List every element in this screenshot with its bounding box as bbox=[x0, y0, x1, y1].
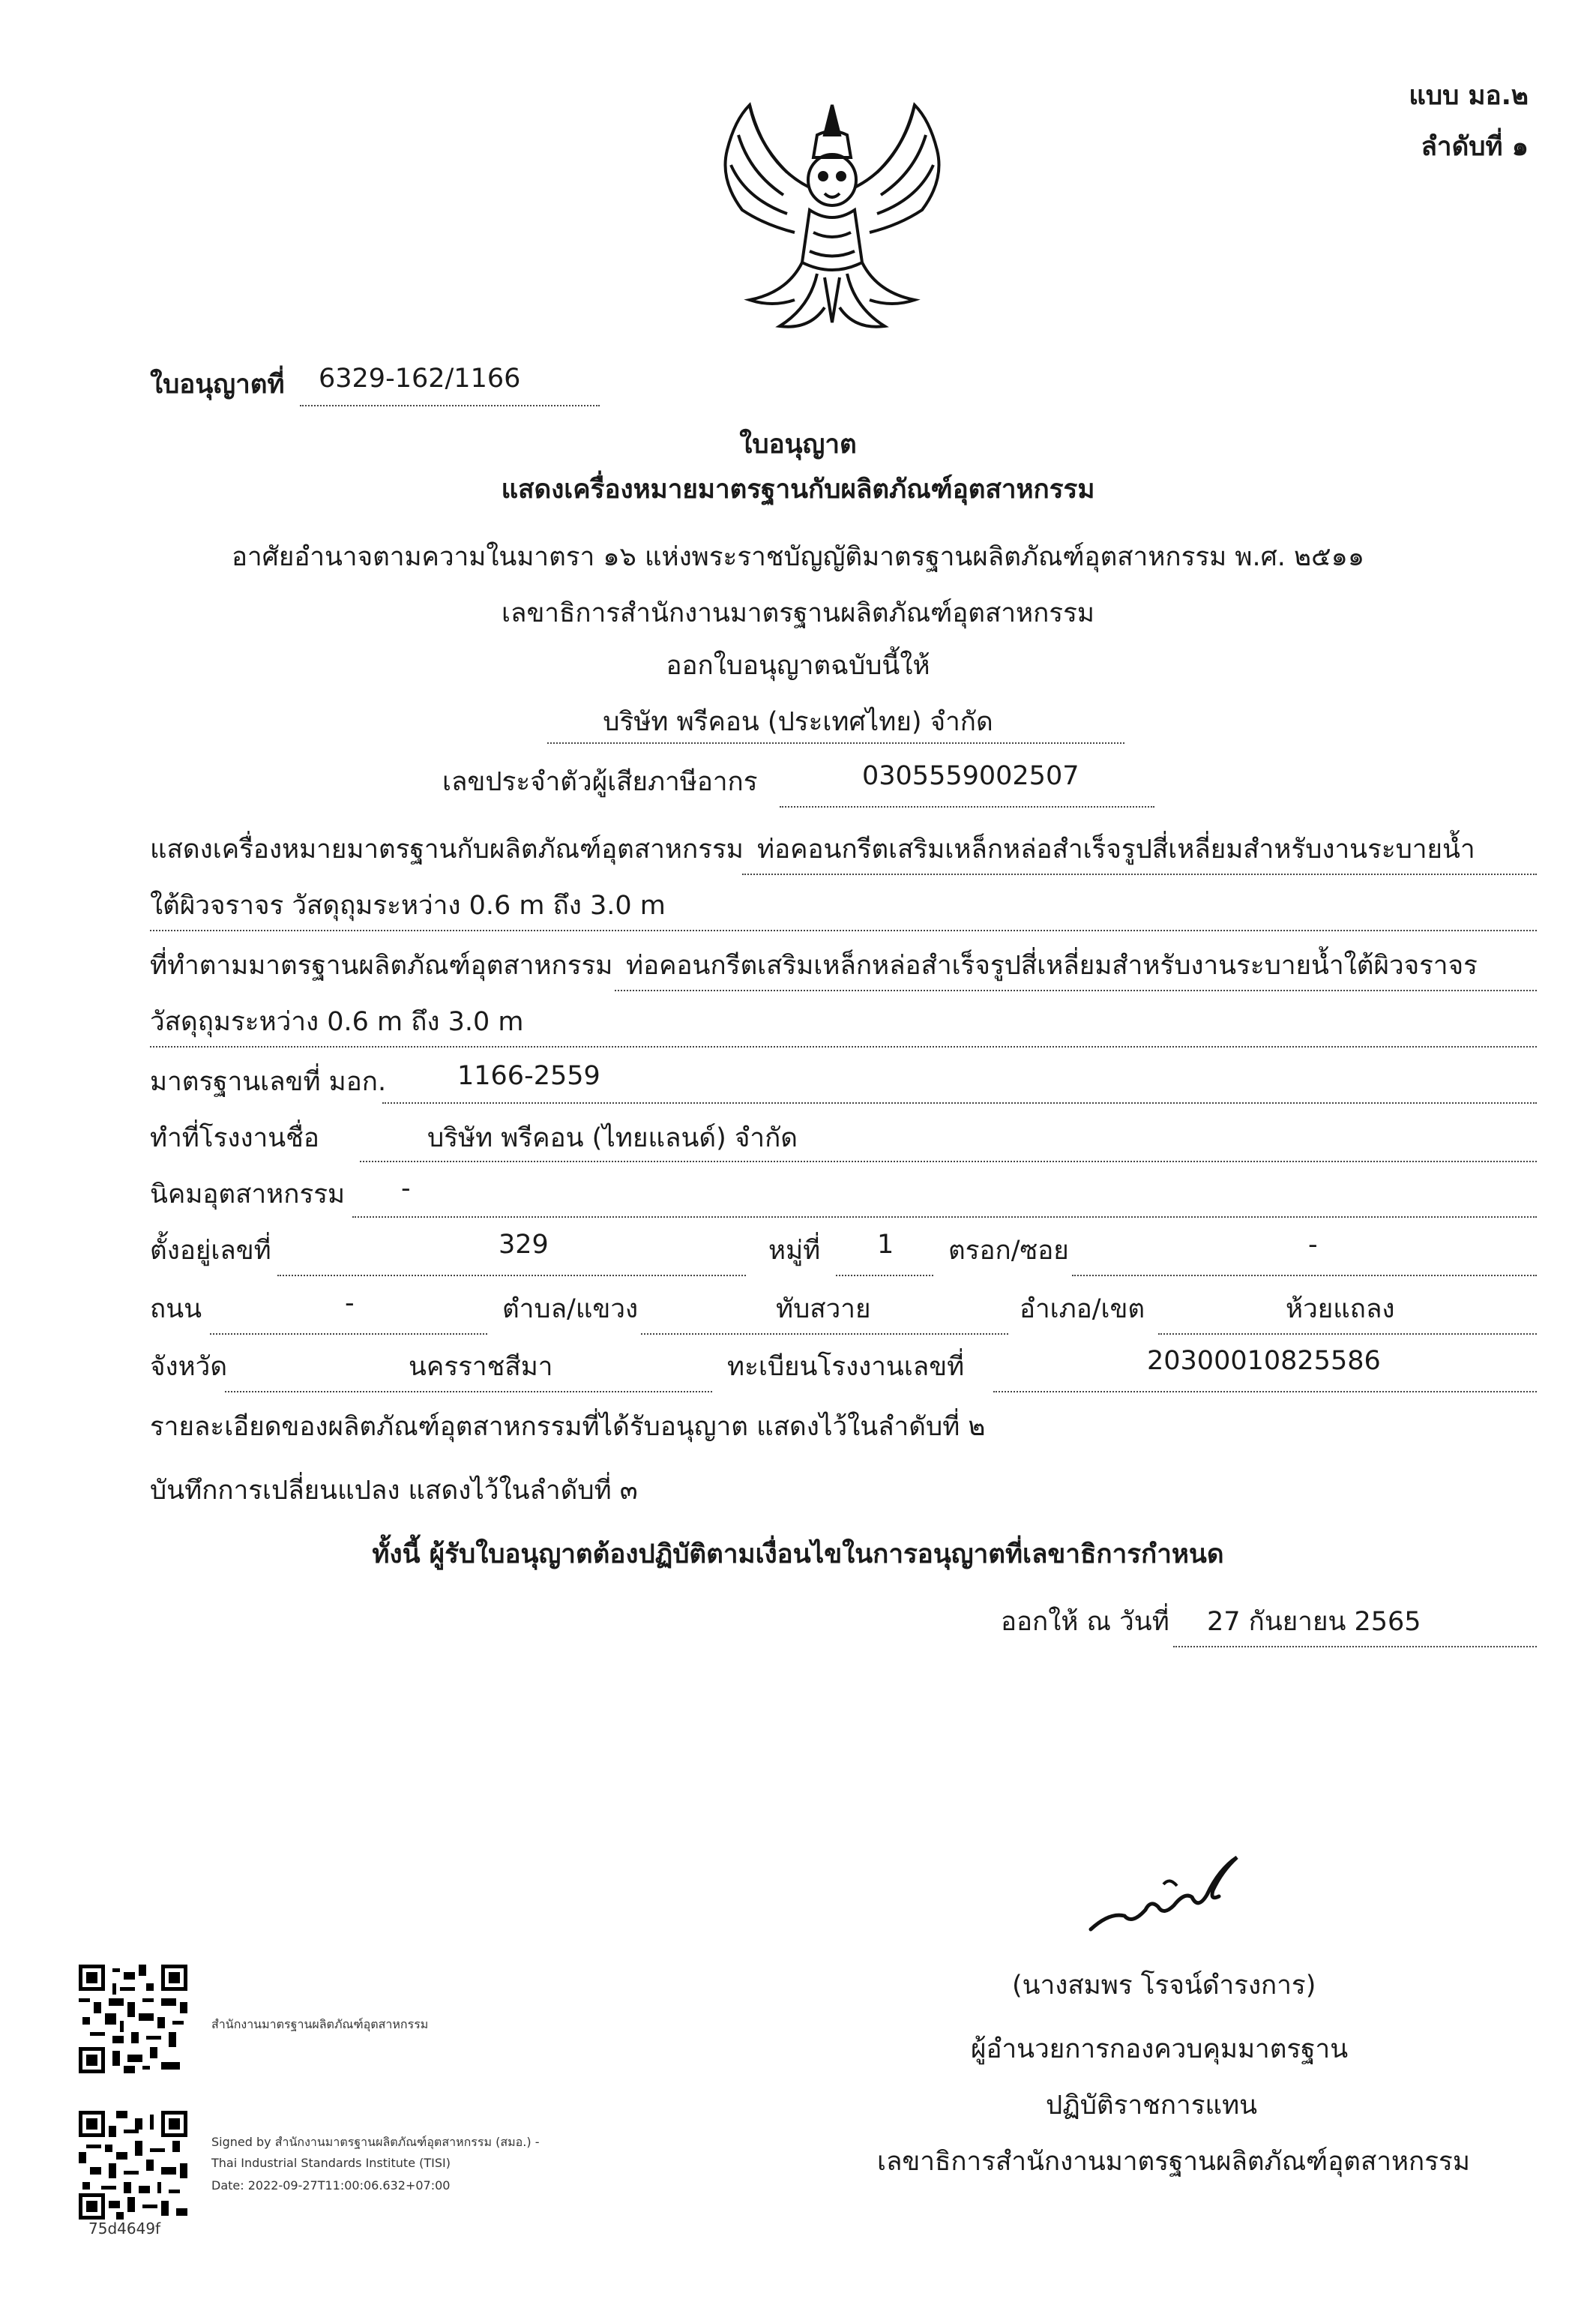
doc-title: ใบอนุญาต bbox=[739, 430, 857, 460]
mark-product-label: แสดงเครื่องหมายมาตรฐานกับผลิตภัณฑ์อุตสาหกรรม bbox=[150, 835, 744, 865]
soi-label: ตรอก/ซอย bbox=[948, 1236, 1069, 1266]
signature bbox=[1079, 1841, 1252, 1942]
signatory-name: (นางสมพร โรจน์ดำรงการ) bbox=[1012, 1971, 1316, 2001]
signatory-position1: ผู้อำนวยการกองควบคุมมาตรฐาน bbox=[971, 2034, 1349, 2064]
amphoe-label: อำเภอ/เขต bbox=[1020, 1294, 1145, 1324]
condition-note: ทั้งนี้ ผู้รับใบอนุญาตต้องปฏิบัติตามเงื่อนไขในการอนุญาตที่เลขาธิการกำหนด bbox=[372, 1539, 1224, 1569]
issued-label: ออกให้ ณ วันที่ bbox=[1001, 1607, 1169, 1637]
qr-code-signature[interactable] bbox=[79, 2111, 187, 2220]
estate-value: - bbox=[401, 1173, 411, 1203]
footer-date: Date: 2022-09-27T11:00:06.632+07:00 bbox=[211, 2178, 451, 2193]
issued-dotline bbox=[1173, 1646, 1537, 1647]
signatory-position2: ปฏิบัติราชการแทน bbox=[1046, 2091, 1258, 2121]
grant-line: ออกใบอนุญาตฉบับนี้ให้ bbox=[666, 651, 930, 681]
mark-product-dotline1 bbox=[742, 874, 1537, 875]
change-note: บันทึกการเปลี่ยนแปลง แสดงไว้ในลำดับที่ ๓ bbox=[150, 1476, 638, 1506]
soi-value: - bbox=[1308, 1230, 1318, 1260]
license-no-label: ใบอนุญาตที่ bbox=[150, 370, 285, 400]
factory-value: บริษัท พรีคอน (ไทยแลนด์) จำกัด bbox=[427, 1123, 798, 1153]
road-value: - bbox=[345, 1288, 355, 1318]
estate-dotline bbox=[352, 1216, 1537, 1218]
detail-note: รายละเอียดของผลิตภัณฑ์อุตสาหกรรมที่ได้รับอนุญาต แสดงไว้ในลำดับที่ ๒ bbox=[150, 1412, 986, 1442]
mark-product-dotline2 bbox=[150, 930, 1537, 931]
tambon-dotline bbox=[641, 1333, 1008, 1335]
qr-code-icon bbox=[79, 2111, 187, 2220]
reg-label: ทะเบียนโรงงานเลขที่ bbox=[727, 1352, 965, 1382]
licensee-name: บริษัท พรีคอน (ประเทศไทย) จำกัด bbox=[603, 707, 993, 737]
authority-line: อาศัยอำนาจตามความในมาตรา ๑๖ แห่งพระราชบัญญัติมาตรฐานผลิตภัณฑ์อุตสาหกรรม พ.ศ. ๒๕๑๑ bbox=[231, 542, 1365, 572]
footer-code: 75d4649f bbox=[88, 2220, 161, 2238]
moo-label: หมู่ที่ bbox=[768, 1236, 821, 1266]
province-label: จังหวัด bbox=[150, 1352, 228, 1382]
road-label: ถนน bbox=[150, 1294, 202, 1324]
amphoe-dotline bbox=[1158, 1333, 1537, 1335]
standard-product-dotline1 bbox=[615, 990, 1537, 991]
footer-signed-by: Signed by สำนักงานมาตรฐานผลิตภัณฑ์อุตสาหกรรม (สมอ.) - bbox=[211, 2135, 540, 2149]
standard-product-dotline2 bbox=[150, 1046, 1537, 1048]
garuda-emblem bbox=[705, 75, 960, 345]
tax-id-label: เลขประจำตัวผู้เสียภาษีอากร bbox=[442, 767, 758, 797]
tax-id-dotline bbox=[780, 806, 1154, 808]
reg-value: 20300010825586 bbox=[1147, 1346, 1381, 1376]
license-no-dotline bbox=[300, 405, 600, 406]
standard-no-label: มาตรฐานเลขที่ มอก. bbox=[150, 1067, 387, 1097]
form-code: แบบ มอ.๒ bbox=[1409, 81, 1529, 111]
garuda-icon bbox=[705, 75, 960, 345]
address-no-value: 329 bbox=[499, 1230, 549, 1260]
footer-office-text: สำนักงานมาตรฐานผลิตภัณฑ์อุตสาหกรรม bbox=[211, 2017, 429, 2031]
factory-label: ทำที่โรงงานชื่อ bbox=[150, 1123, 319, 1153]
address-no-dotline bbox=[277, 1275, 746, 1276]
factory-dotline bbox=[360, 1161, 1537, 1162]
form-order: ลำดับที่ ๑ bbox=[1421, 132, 1529, 162]
address-no-label: ตั้งอยู่เลขที่ bbox=[150, 1236, 271, 1266]
province-value: นครราชสีมา bbox=[409, 1352, 553, 1382]
tambon-label: ตำบล/แขวง bbox=[502, 1294, 639, 1324]
licensee-dotline bbox=[547, 742, 1124, 744]
moo-dotline bbox=[836, 1275, 933, 1276]
standard-product-value2: วัสดุถุมระหว่าง 0.6 m ถึง 3.0 m bbox=[150, 1007, 524, 1037]
license-no-value: 6329-162/1166 bbox=[319, 364, 521, 394]
standard-no-dotline bbox=[382, 1102, 1537, 1104]
standard-no-value: 1166-2559 bbox=[457, 1061, 600, 1091]
doc-subtitle: แสดงเครื่องหมายมาตรฐานกับผลิตภัณฑ์อุตสาหกรรม bbox=[501, 475, 1095, 505]
estate-label: นิคมอุตสาหกรรม bbox=[150, 1179, 346, 1209]
signature-icon bbox=[1079, 1841, 1252, 1942]
tambon-value: ทับสวาย bbox=[776, 1294, 871, 1324]
mark-product-value2: ใต้ผิวจราจร วัสดุถุมระหว่าง 0.6 m ถึง 3.0 m bbox=[150, 891, 666, 921]
province-dotline bbox=[225, 1391, 712, 1392]
road-dotline bbox=[210, 1333, 487, 1335]
standard-product-label: ที่ทำตามมาตรฐานผลิตภัณฑ์อุตสาหกรรม bbox=[150, 951, 613, 981]
qr-code-office[interactable] bbox=[79, 1965, 187, 2073]
moo-value: 1 bbox=[877, 1230, 894, 1260]
qr-code-icon bbox=[79, 1965, 187, 2073]
tax-id-value: 0305559002507 bbox=[862, 761, 1079, 791]
soi-dotline bbox=[1072, 1275, 1537, 1276]
footer-institute: Thai Industrial Standards Institute (TISI) bbox=[211, 2156, 451, 2170]
amphoe-value: ห้วยแถลง bbox=[1286, 1294, 1395, 1324]
secretary-line: เลขาธิการสำนักงานมาตรฐานผลิตภัณฑ์อุตสาหกรรม bbox=[502, 598, 1094, 628]
issued-value: 27 กันยายน 2565 bbox=[1207, 1607, 1421, 1637]
mark-product-value1: ท่อคอนกรีตเสริมเหล็กหล่อสำเร็จรูปสี่เหลี่ยมสำหรับงานระบายน้ำ bbox=[757, 835, 1475, 865]
reg-dotline bbox=[993, 1391, 1537, 1392]
signatory-position3: เลขาธิการสำนักงานมาตรฐานผลิตภัณฑ์อุตสาหกรรม bbox=[877, 2147, 1470, 2177]
standard-product-value1: ท่อคอนกรีตเสริมเหล็กหล่อสำเร็จรูปสี่เหลี่ยมสำหรับงานระบายน้ำใต้ผิวจราจร bbox=[626, 951, 1478, 981]
